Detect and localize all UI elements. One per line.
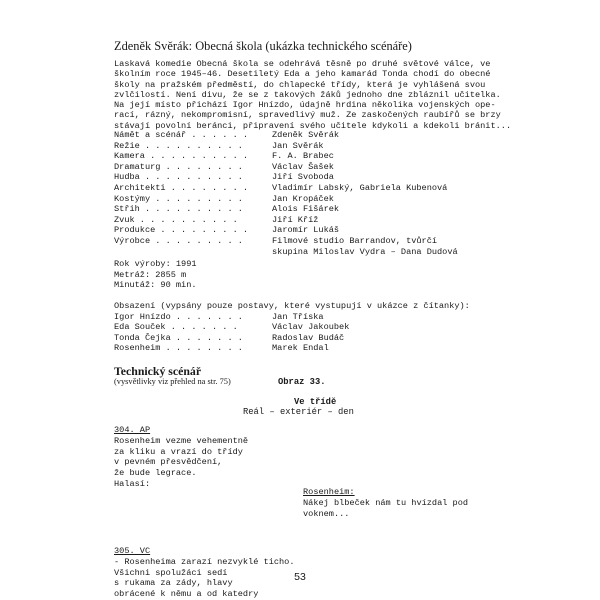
credit-row [114,151,458,162]
credit-label: Kamera . . . . . . . . . . [114,151,249,162]
cast-role: Eda Souček . . . . . . . [114,322,238,333]
credit-label: Režie . . . . . . . . . . [114,140,243,151]
credit-label: Zvuk . . . . . . . . . . [114,214,238,225]
shot-line: obrácené k němu a od katedry [114,589,259,600]
credit-value: Jan Kropáček [272,193,334,204]
credit-label: Dramaturg . . . . . . . . [114,161,243,172]
cast-role: Igor Hnízdo . . . . . . . [114,311,243,322]
credits-list [114,130,458,257]
credit-label: Střih . . . . . . . . . . [114,204,243,215]
cast-role: Rosenheim . . . . . . . . [114,343,243,354]
credit-row [114,194,458,205]
credit-row [114,236,458,247]
credit-label: Architekti . . . . . . . . [114,182,249,193]
production-runtime: Minutáž: 90 min. [114,280,197,291]
production-year: Rok výroby: 1991 [114,259,197,269]
dialog-block [303,487,468,519]
cast-actor: Jan Tříska [272,311,324,322]
intro-line: rací, rázný, nekompromisní, spravedlivý muž. Ze zaskočených raubířů se brzy [114,110,501,121]
credit-row [114,141,458,152]
document-title: Zdeněk Svěrák: Obecná škola (ukázka technického scénáře) [114,39,412,53]
credit-label: Výrobce . . . . . . . . . [114,235,243,246]
shot-line: Všichni spolužáci sedí [114,567,228,578]
credit-value: Vladimír Labský, Gabriela Kubenová [272,182,448,193]
credit-value: Filmové studio Barrandov, tvůrčí [272,235,438,246]
credit-value: Alois Fišárek [272,204,340,215]
technical-script-note: (vysvětlivky viz přehled na str. 75) [114,377,231,386]
credit-row [114,130,458,141]
shot-line: za kliku a vrazí do třídy [114,446,243,457]
credit-row [114,162,458,173]
intro-line: školním roce 1945–46. Desetiletý Eda a jeho kamarád Tonda chodí do obecné [114,69,491,80]
credit-value: Zdeněk Svěrák [272,130,340,140]
shot-line: s rukama za zády, hlavy [114,578,233,589]
intro-line: Laskavá komedie Obecná škola se odehrává těsně po druhé světové válce, ve [114,59,491,69]
credit-row [114,247,458,258]
credit-value: Jaromír Lukáš [272,225,340,236]
cast-list [114,301,470,354]
shot-line: Halasí: [114,478,151,489]
intro-line: Na její místo přichází Igor Hnízdo, údajně hrdina několika vojenských ope- [114,100,496,111]
scene-number: Obraz 33. [278,377,326,387]
page-number: 53 [294,571,306,583]
dialog-line: voknem... [303,508,350,519]
credit-row [114,183,458,194]
intro-line: stávají povolní beránci, připravení svého učitele kdykoli a kdekoli bránit... [114,120,512,131]
credit-label: Produkce . . . . . . . . . [114,225,249,236]
intro-paragraph [114,59,512,131]
credit-label: Námět a scénář . . . . . . [114,130,249,140]
technical-script-heading: Technický scénář [114,364,202,378]
credit-label: Hudba . . . . . . . . . . [114,172,243,183]
intro-line: školy na pražském předměstí, do chlapecké třídy, která je vyhlášená svou [114,79,486,90]
credit-value: F. A. Brabec [272,151,334,162]
cast-actor: Václav Jakoubek [272,322,350,333]
credit-value: Václav Šašek [272,161,334,172]
production-length: Metráž: 2855 m [114,269,187,280]
intro-line: zvlčilostí. Není divu, že se z takových žáků jednoho dne zbláznil učitelka. [114,89,501,100]
shot-line: v pevném přesvědčení, [114,457,223,468]
dialog-speaker: Rosenheim: [303,487,355,497]
cast-row [114,322,470,333]
shot-number: 304. AP [114,425,151,435]
cast-row [114,343,470,354]
credit-label: Kostýmy . . . . . . . . . [114,193,243,204]
production-info [114,259,197,291]
shot-number: 305. VC [114,546,151,556]
shot-line: Rosenheim vezme vehementně [114,435,249,446]
shot-line: - Rosenheima zarazí nezvyklé ticho. [114,556,295,567]
credit-row [114,204,458,215]
cast-actor: Marek Endal [272,343,329,354]
cast-row [114,312,470,323]
shot-line: že bude legrace. [114,468,197,479]
credit-value: Jiří Svoboda [272,172,334,183]
cast-role: Tonda Čejka . . . . . . . [114,332,243,343]
dialog-line: Nákej blbeček nám tu hvízdal pod [303,497,469,508]
credit-row [114,172,458,183]
credit-value: Jiří Kříž [272,214,319,225]
credit-value: skupina Miloslav Vydra – Dana Dudová [272,246,458,257]
credit-value: Jan Svěrák [272,140,324,151]
scene-location: Ve třídě [294,397,337,407]
scene-setting: Reál – exteriér – den [243,407,354,417]
credit-row [114,225,458,236]
cast-intro: Obsazení (vypsány pouze postavy, které vystupují v ukázce z čítanky): [114,301,470,311]
shot-block [114,425,248,490]
credit-row [114,215,458,226]
cast-row [114,333,470,344]
cast-actor: Radoslav Budáč [272,332,345,343]
